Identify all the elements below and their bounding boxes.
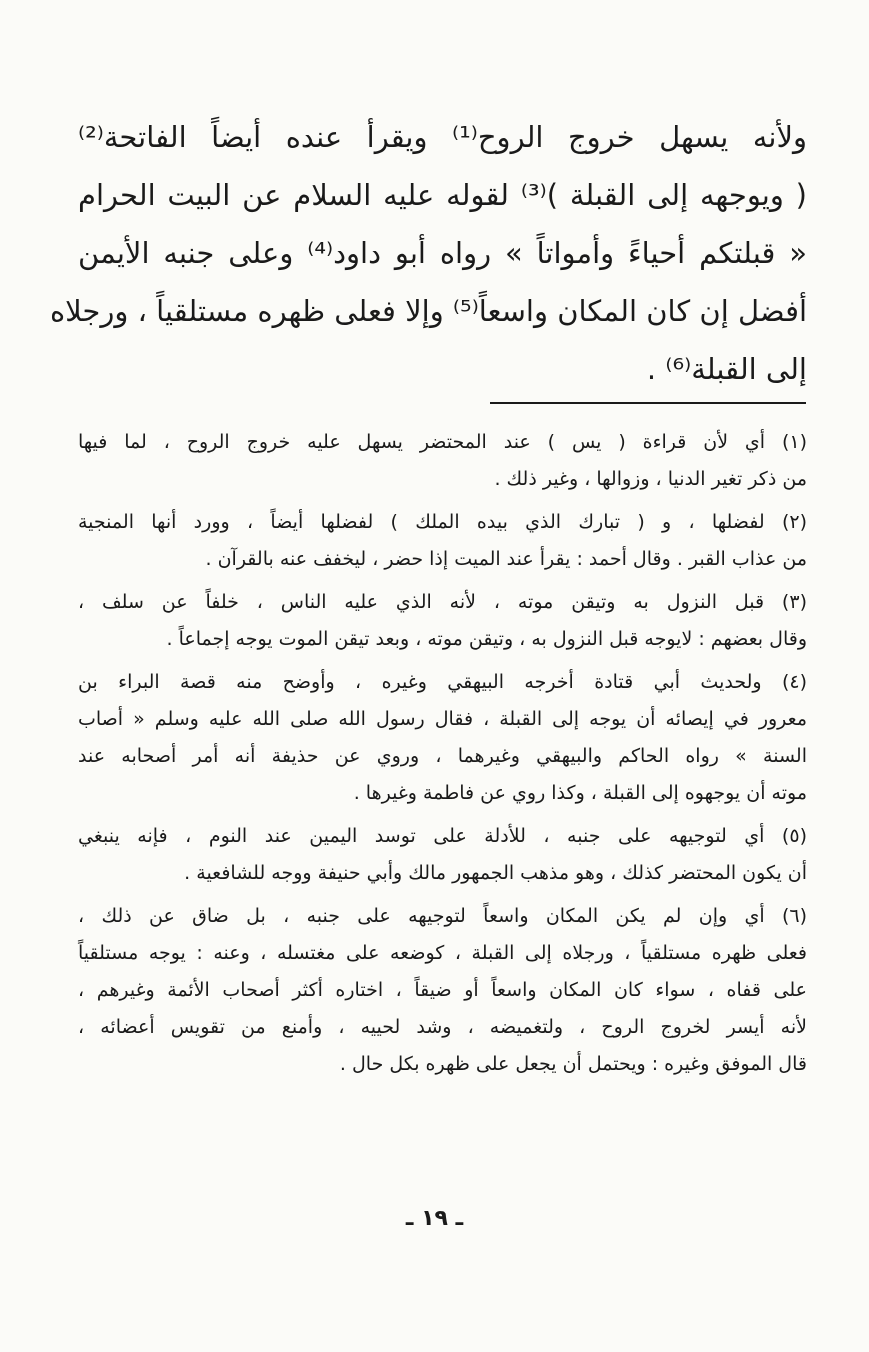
footnote-line: (١) أي لأن قراءة ( يس ) عند المحتضر يسهل عليه خروج الروح ، لما فيها <box>78 431 807 453</box>
footnote-line: (٣) قبل النزول به وتيقن موته ، لأنه الذي عليه الناس ، خلفاً عن سلف ، <box>78 591 807 613</box>
footnote-line: على قفاه ، سواء كان المكان واسعاً أو ضيقاً ، اختاره أكثر أصحاب الأئمة وغيرهم ، <box>78 979 807 1001</box>
footnotes <box>78 424 807 1089</box>
main-text-line: ( ويوجهه إلى القبلة )⁽³⁾ لقوله عليه السلام عن البيت الحرام <box>78 178 807 212</box>
footnote-divider <box>490 402 806 404</box>
footnote-line: معرور في إيصائه أن يوجه إلى القبلة ، فقال رسول الله صلى الله عليه وسلم « أصاب <box>78 708 807 730</box>
footnote-3 <box>78 584 807 658</box>
footnote-line: أن يكون المحتضر كذلك ، وهو مذهب الجمهور مالك وأبي حنيفة ووجه للشافعية . <box>184 862 807 884</box>
footnote-line: فعلى ظهره مستلقياً ، ورجلاه إلى القبلة ، كوضعه على مغتسله ، وعنه : يوجه مستلقياً <box>78 942 807 964</box>
footnote-2 <box>78 504 807 578</box>
footnote-line: من عذاب القبر . وقال أحمد : يقرأ عند الميت إذا حضر ، ليخفف عنه بالقرآن . <box>205 548 807 570</box>
main-text-block <box>49 108 807 398</box>
main-text-line: إلى القبلة⁽⁶⁾ . <box>646 352 807 386</box>
main-text-line: ولأنه يسهل خروج الروح⁽¹⁾ ويقرأ عنده أيضاً الفاتحة⁽²⁾ <box>78 120 807 154</box>
footnote-line: السنة » رواه الحاكم والبيهقي وغيرهما ، وروي عن حذيفة أنه أمر أصحابه عند <box>78 745 807 767</box>
footnote-line: قال الموفق وغيره : ويحتمل أن يجعل على ظهره بكل حال . <box>339 1053 807 1075</box>
footnote-1 <box>78 424 807 498</box>
footnote-line: (٦) أي وإن لم يكن المكان واسعاً لتوجيهه على جنبه ، بل ضاق عن ذلك ، <box>78 905 807 927</box>
footnote-4 <box>78 664 807 812</box>
main-text-line: « قبلتكم أحياءً وأمواتاً » رواه أبو داود⁽⁴⁾ وعلى جنبه الأيمن <box>78 236 807 270</box>
footnote-line: من ذكر تغير الدنيا ، وزوالها ، وغير ذلك . <box>494 468 807 490</box>
footnote-line: موته أن يوجهوه إلى القبلة ، وكذا روي عن فاطمة وغيرها . <box>353 782 807 804</box>
page-number: ـ ١٩ ـ <box>405 1206 464 1231</box>
footnote-line: (٥) أي لتوجيهه على جنبه ، للأدلة على توسد اليمين عند النوم ، فإنه ينبغي <box>78 825 807 847</box>
footnote-line: وقال بعضهم : لايوجه قبل النزول به ، وتيقن موته ، وبعد تيقن الموت يوجه إجماعاً . <box>166 628 807 650</box>
footnote-5 <box>78 818 807 892</box>
footnote-line: لأنه أيسر لخروج الروح ، ولتغميضه ، وشد لحييه ، وأمنع من تقويس أعضائه ، <box>78 1016 807 1038</box>
footnote-6 <box>78 898 807 1083</box>
main-text-line: أفضل إن كان المكان واسعاً⁽⁵⁾ وإلا فعلى ظهره مستلقياً ، ورجلاه <box>49 294 807 328</box>
footnote-line: (٤) ولحديث أبي قتادة أخرجه البيهقي وغيره ، وأوضح منه قصة البراء بن <box>78 671 807 693</box>
footnote-line: (٢) لفضلها ، و ( تبارك الذي بيده الملك ) لفضلها أيضاً ، وورد أنها المنجية <box>78 511 807 533</box>
